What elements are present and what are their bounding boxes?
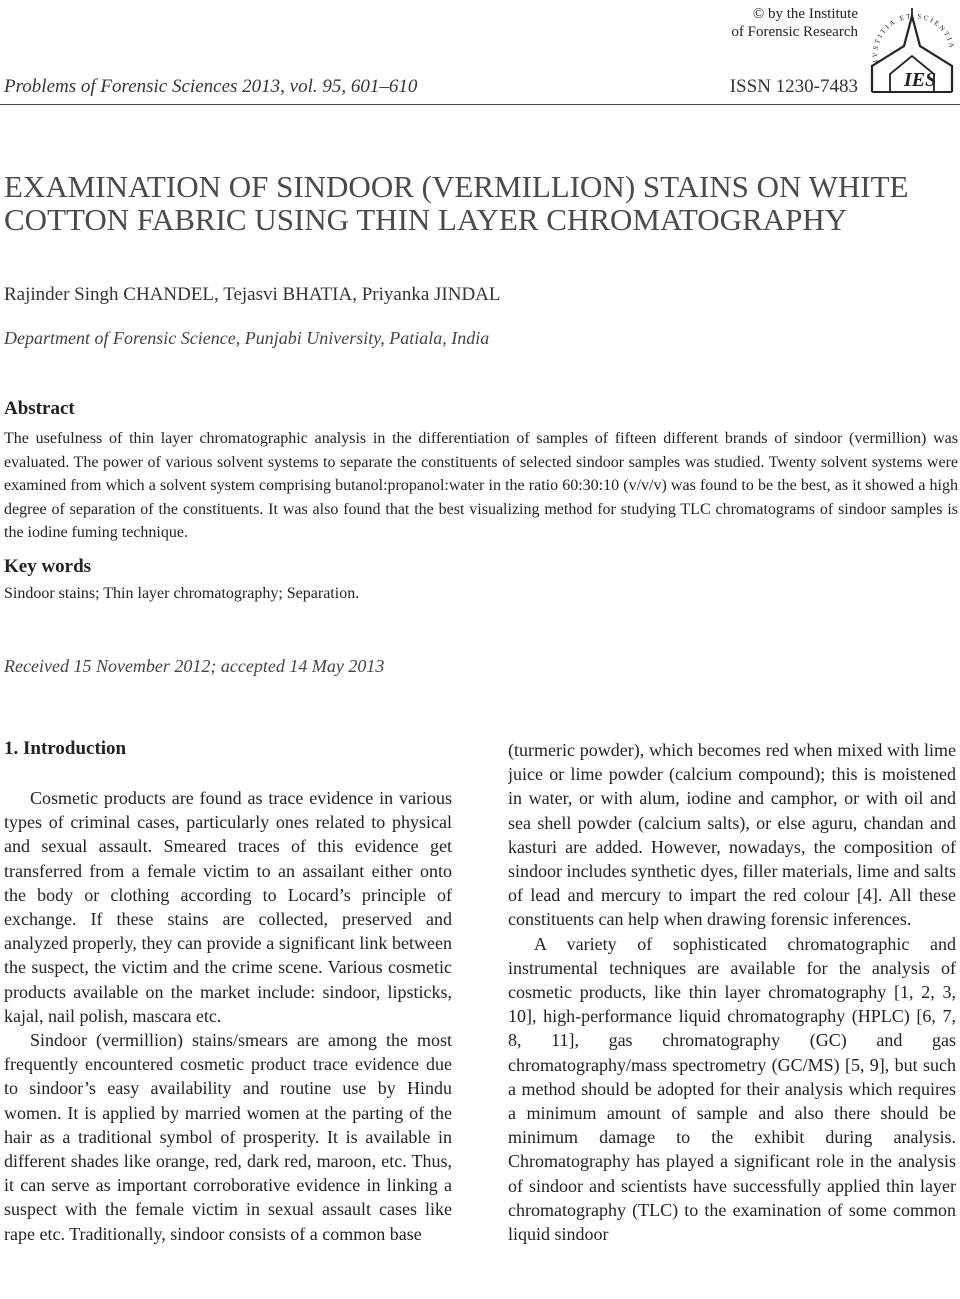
svg-text:IES: IES — [904, 69, 937, 91]
abstract-text: The usefulness of thin layer chromatographic analysis in the differentiation of samples of fifteen different brands of sindoor (vermillion) was evaluated. The power of various solvent systems to separate the constituents of selected sindoor samples was studied. Twenty solvent systems were examined from which a solvent system comprising butanol:propanol:water in the ratio 60:30:10 (v/v/v) was found to be the best, as it showed a high degree of separation of the constituents. It was also found that the best visualizing method for studying TLC chromatograms of sindoor samples is the iodine fuming technique. — [4, 430, 958, 542]
copyright-line-2: of Forensic Research — [731, 24, 858, 40]
paragraph: (turmeric powder), which becomes red when mixed with lime juice or lime powder (calcium compound); this is moistened in water, or with alum, iodine and camphor, or with oil and sea shell powder (calcium salts), or else aguru, chandan and kasturi are added. However, nowadays, the composition of sindoor includes synthetic dyes, filler materials, lime and salts of lead and mercury to impart the red colour [4]. All these constituents can help when drawing forensic inferences. — [508, 740, 956, 930]
body-column-left — [4, 786, 452, 1296]
header-rule — [0, 104, 960, 105]
paragraph: A variety of sophisticated chromatographic and instrumental techniques are available for the analysis of cosmetic products, like thin layer chromatography [1, 2, 3, 10], high-performance liquid chromatography (HPLC) [6, 7, 8, 11], gas chromatography (GC) and gas chromatography/mass spectrometry (GC/MS) [5, 9], but such a method should be adopted for their analysis which requires a minimum amount of sample and also there should be minimum damage to the exhibit during analysis. Chromatography has played a significant role in the analysis of sindoor and scientists have successfully applied thin layer chromatography (TLC) to the examination of some common liquid sindoor — [508, 933, 956, 1245]
paragraph: Cosmetic products are found as trace evidence in various types of criminal cases, particularly ones related to physical and sexual assault. Smeared traces of this evidence get transferred from a female victim to an assailant either onto the body or clothing according to Locard’s principle of exchange. If these stains are collected, preserved and analyzed properly, they can provide a significant link between the suspect, the victim and the crime scene. Various cosmetic products available on the market include: sindoor, lipsticks, kajal, nail polish, mascara etc. — [4, 788, 452, 1026]
keywords-text: Sindoor stains; Thin layer chromatography; Separation. — [4, 585, 360, 602]
introduction-heading: 1. Introduction — [4, 738, 127, 759]
abstract-heading: Abstract — [4, 398, 75, 419]
article-title: EXAMINATION OF SINDOOR (VERMILLION) STAINS ON WHITE COTTON FABRIC USING THIN LAYER CHROMATOGRAPHY — [4, 169, 909, 237]
copyright-line-1: © by the Institute — [752, 6, 858, 22]
affiliation: Department of Forensic Science, Punjabi University, Patiala, India — [4, 328, 490, 348]
received-dates: Received 15 November 2012; accepted 14 May 2013 — [4, 656, 385, 676]
journal-citation: Problems of Forensic Sciences 2013, vol. 95, 601–610 — [4, 76, 418, 97]
body-column-right — [508, 738, 956, 1296]
paragraph: Sindoor (vermillion) stains/smears are among the most frequently encountered cosmetic product trace evidence due to sindoor’s easy availability and routine use by Hindu women. It is applied by married women at the parting of the hair as a traditional symbol of prosperity. It is available in different shades like orange, red, dark red, maroon, etc. Thus, it can serve as important corroborative evidence in linking a suspect with the female victim in sexual assault cases like rape etc. Traditionally, sindoor consists of a common base — [4, 1030, 452, 1244]
copyright-notice — [700, 5, 858, 41]
authors: Rajinder Singh CHANDEL, Tejasvi BHATIA, Priyanka JINDAL — [4, 284, 501, 305]
issn: ISSN 1230-7483 — [729, 76, 858, 97]
keywords-heading: Key words — [4, 556, 92, 577]
institute-logo — [864, 4, 956, 96]
svg-text:IVSTITIA ET SCIENTIA: IVSTITIA ET SCIENTIA — [871, 12, 956, 63]
